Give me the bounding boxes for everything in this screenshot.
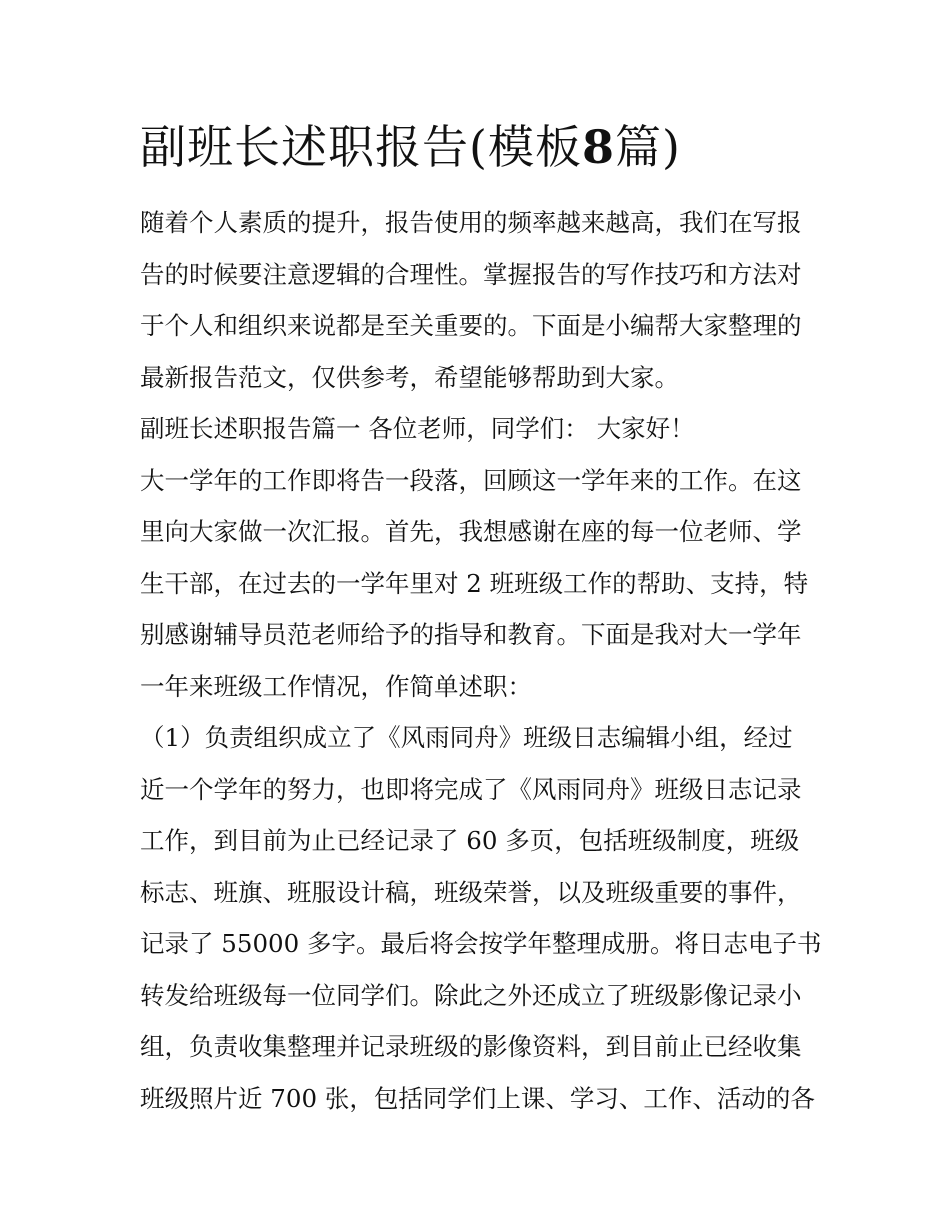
document-title — [140, 118, 840, 176]
text-line: 标志、班旗、班服设计稿，班级荣誉，以及班级重要的事件， — [140, 877, 802, 907]
text-line: （1）负责组织成立了《风雨同舟》班级日志编辑小组，经过 — [140, 723, 793, 752]
text-line: 一年来班级工作情况，作简单述职： — [140, 671, 532, 701]
text-line: 生干部，在过去的一学年里对 2 班班级工作的帮助、支持，特 — [140, 568, 809, 598]
section-heading-line: 副班长述职报告篇一 各位老师，同学们： 大家好！ — [140, 414, 695, 443]
text-line: 随着个人素质的提升，报告使用的频率越来越高，我们在写报 — [140, 208, 802, 237]
text-line: 于个人和组织来说都是至关重要的。下面是小编帮大家整理的 — [140, 311, 802, 340]
text-line: 最新报告范文，仅供参考，希望能够帮助到大家。 — [140, 362, 679, 392]
document-body — [140, 197, 820, 1124]
text-line: 别感谢辅导员范老师给予的指导和教育。下面是我对大一学年 — [140, 620, 802, 649]
title-prefix: 副班长述职报告(模板 — [140, 120, 582, 174]
text-line: 近一个学年的努力，也即将完成了《风雨同舟》班级日志记录 — [140, 774, 802, 804]
text-line: 工作，到目前为止已经记录了 60 多页，包括班级制度，班级 — [140, 826, 800, 855]
title-suffix: 篇) — [614, 120, 681, 174]
text-line: 组，负责收集整理并记录班级的影像资料，到目前止已经收集 — [140, 1032, 802, 1061]
text-line: 里向大家做一次汇报。首先，我想感谢在座的每一位老师、学 — [140, 517, 802, 546]
text-line: 班级照片近 700 张，包括同学们上课、学习、工作、活动的各 — [140, 1083, 815, 1113]
text-line: 告的时候要注意逻辑的合理性。掌握报告的写作技巧和方法对 — [140, 259, 802, 289]
text-line: 转发给班级每一位同学们。除此之外还成立了班级影像记录小 — [140, 980, 802, 1010]
title-number: 8 — [581, 120, 615, 174]
text-line: 记录了 55000 多字。最后将会按学年整理成册。将日志电子书 — [140, 929, 822, 958]
text-line: 大一学年的工作即将告一段落，回顾这一学年来的工作。在这 — [140, 465, 802, 495]
